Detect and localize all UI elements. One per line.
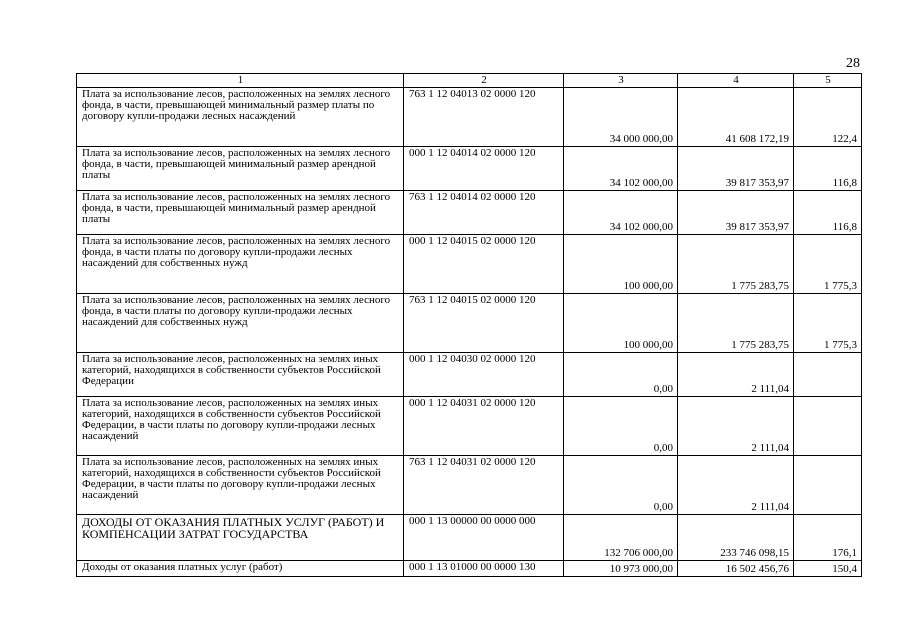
budget-table <box>76 73 862 577</box>
row-plan: 34 102 000,00 <box>564 191 678 235</box>
row-actual: 39 817 353,97 <box>678 191 794 235</box>
row-name: Плата за использование лесов, расположенных на землях лесного фонда, в части платы по договору купли-продажи лесных насаждений для собственных нужд <box>77 235 404 294</box>
row-name: Плата за использование лесов, расположенных на землях иных категорий, находящихся в собственности субъектов Российской Федерации <box>77 353 404 397</box>
table-row <box>77 561 862 577</box>
row-code: 000 1 12 04031 02 0000 120 <box>404 397 564 456</box>
column-header-2: 2 <box>404 74 564 88</box>
row-name: Плата за использование лесов, расположенных на землях лесного фонда, в части, превышающей минимальный размер платы по договору купли-продажи лесных насаждений <box>77 88 404 147</box>
table-row <box>77 515 862 561</box>
row-percent <box>794 353 862 397</box>
row-name: Плата за использование лесов, расположенных на землях лесного фонда, в части, превышающей минимальный размер арендной платы <box>77 147 404 191</box>
row-percent: 176,1 <box>794 515 862 561</box>
table-row <box>77 294 862 353</box>
table-row <box>77 147 862 191</box>
row-plan: 10 973 000,00 <box>564 561 678 577</box>
row-actual: 41 608 172,19 <box>678 88 794 147</box>
table-row <box>77 235 862 294</box>
row-name: Плата за использование лесов, расположенных на землях лесного фонда, в части платы по договору купли-продажи лесных насаждений для собственных нужд <box>77 294 404 353</box>
row-actual: 16 502 456,76 <box>678 561 794 577</box>
row-plan: 132 706 000,00 <box>564 515 678 561</box>
row-plan: 100 000,00 <box>564 294 678 353</box>
column-header-5: 5 <box>794 74 862 88</box>
row-code: 000 1 13 00000 00 0000 000 <box>404 515 564 561</box>
table-row <box>77 397 862 456</box>
row-plan: 0,00 <box>564 456 678 515</box>
row-actual: 1 775 283,75 <box>678 294 794 353</box>
table-row <box>77 88 862 147</box>
table-row <box>77 456 862 515</box>
row-name: ДОХОДЫ ОТ ОКАЗАНИЯ ПЛАТНЫХ УСЛУГ (РАБОТ) И КОМПЕНСАЦИИ ЗАТРАТ ГОСУДАРСТВА <box>77 515 404 561</box>
row-actual: 39 817 353,97 <box>678 147 794 191</box>
row-percent: 122,4 <box>794 88 862 147</box>
row-actual: 1 775 283,75 <box>678 235 794 294</box>
row-plan: 0,00 <box>564 353 678 397</box>
row-plan: 34 102 000,00 <box>564 147 678 191</box>
column-header-4: 4 <box>678 74 794 88</box>
row-plan: 34 000 000,00 <box>564 88 678 147</box>
row-code: 763 1 12 04015 02 0000 120 <box>404 294 564 353</box>
table-row <box>77 353 862 397</box>
column-header-3: 3 <box>564 74 678 88</box>
header-row <box>77 74 862 88</box>
row-percent <box>794 397 862 456</box>
page-number: 28 <box>846 56 860 71</box>
table-row <box>77 191 862 235</box>
column-header-1: 1 <box>77 74 404 88</box>
row-code: 763 1 12 04031 02 0000 120 <box>404 456 564 515</box>
row-percent: 116,8 <box>794 191 862 235</box>
row-plan: 0,00 <box>564 397 678 456</box>
row-percent: 150,4 <box>794 561 862 577</box>
row-actual: 2 111,04 <box>678 353 794 397</box>
row-code: 000 1 12 04014 02 0000 120 <box>404 147 564 191</box>
row-actual: 2 111,04 <box>678 456 794 515</box>
row-actual: 2 111,04 <box>678 397 794 456</box>
row-name: Плата за использование лесов, расположенных на землях иных категорий, находящихся в собственности субъектов Российской Федерации, в части платы по договору купли-продажи лесных насаждений <box>77 456 404 515</box>
row-code: 763 1 12 04014 02 0000 120 <box>404 191 564 235</box>
row-percent: 1 775,3 <box>794 235 862 294</box>
row-name: Доходы от оказания платных услуг (работ) <box>77 561 404 577</box>
row-percent <box>794 456 862 515</box>
row-percent: 116,8 <box>794 147 862 191</box>
row-code: 000 1 12 04030 02 0000 120 <box>404 353 564 397</box>
row-name: Плата за использование лесов, расположенных на землях лесного фонда, в части, превышающей минимальный размер арендной платы <box>77 191 404 235</box>
row-code: 763 1 12 04013 02 0000 120 <box>404 88 564 147</box>
row-code: 000 1 13 01000 00 0000 130 <box>404 561 564 577</box>
row-plan: 100 000,00 <box>564 235 678 294</box>
row-code: 000 1 12 04015 02 0000 120 <box>404 235 564 294</box>
row-name: Плата за использование лесов, расположенных на землях иных категорий, находящихся в собственности субъектов Российской Федерации, в части платы по договору купли-продажи лесных насаждений <box>77 397 404 456</box>
row-percent: 1 775,3 <box>794 294 862 353</box>
row-actual: 233 746 098,15 <box>678 515 794 561</box>
